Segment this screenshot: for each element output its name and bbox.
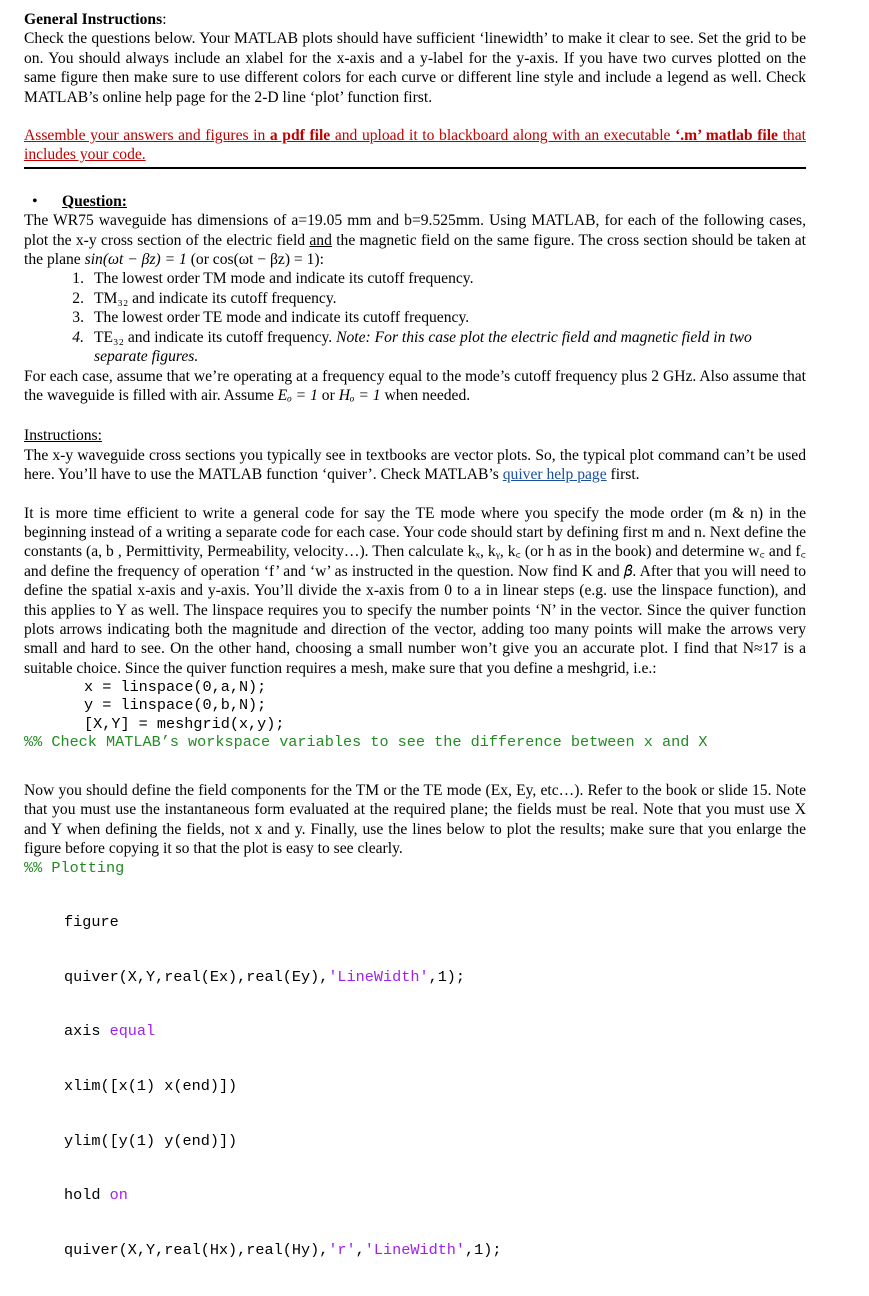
code-line: hold on <box>64 1186 128 1205</box>
code-line: quiver(X,Y,real(Hx),real(Hy),'r','LineWidth',1); <box>64 1240 502 1259</box>
question-intro: The WR75 waveguide has dimensions of a=19.05 mm and b=9.525mm. Using MATLAB, for each of the following cases, plot the x-y cross section of the electric field and the magnetic field on the same figure. The cross section should be taken at the plane sin(ωt − βz) = 1 (or cos(ωt − βz) = 1): <box>24 212 807 269</box>
question-heading <box>24 192 806 211</box>
bullet-icon: • <box>32 192 38 210</box>
general-paragraph: Check the questions below. Your MATLAB plots should have sufficient ‘linewidth’ to make it clear to see. Set the grid to be on. You should always include an xlabel for the x-axis and a y-label for the y-axis. If you have two curves plotted on the same figure then make sure to use different colors for each curve or different line style and include a legend as well. Check MATLAB’s online help page for the 2-D line ‘plot’ function first. <box>24 30 806 106</box>
plane-equation: sin(ωt − βz) = 1 <box>84 251 187 269</box>
general-instructions-section <box>24 10 806 169</box>
code-line: xlim([x(1) x(end)]) <box>64 1077 238 1096</box>
assemble-mfile: ‘.m’ matlab file <box>675 127 778 145</box>
assemble-text-2: and upload it to blackboard along with an executable <box>330 127 676 145</box>
general-heading: General Instructions <box>24 11 163 28</box>
code-line: figure <box>64 913 119 932</box>
general-heading-colon: : <box>162 11 167 28</box>
assemble-note <box>24 126 806 165</box>
instructions-paragraph-2: It is more time efficient to write a general code for say the TE mode where you specify the mode order (m & n) in the beginning instead of a writing a separate code for each case. Your code should start by defining first m and n. Next define the constants (a, b , Permittivity, Permeability, velocity…). Then calculate kₓ, kᵧ, k꜀ (or h as in the book) and determine w꜀ and f꜀ and define the frequency of operation ‘f’ and ‘w’ as instructed in the question. Now find K and 𝛽. After that you will need to define the spatial x-axis and y-axis. You’ll divide the x-axis from 0 to a in linear steps (e.g. use the linspace function), and this applies to Y as well. The linspace requires you to specify the number points ‘N’ in the vector. Since the quiver function plots arrows indicating both the magnitude and direction of the vector, adding too many points will make the arrows very small and hard to see. On the other hand, choosing a small number won’t give you an accurate plot. I find that N≈17 is a suitable choice. Since the quiver function requires a mesh, make sure that you define a meshgrid, i.e.: <box>24 504 806 677</box>
code-block-plot <box>64 877 806 1296</box>
assemble-pdf: a pdf file <box>269 127 331 145</box>
instructions-paragraph-1: The x-y waveguide cross sections you typically see in textbooks are vector plots. So, the typical plot command can’t be used here. You’ll have to use the MATLAB function ‘quiver’. Check MATLAB’s quiver help page first. <box>24 446 806 484</box>
code-line: x = linspace(0,a,N); <box>84 678 267 697</box>
question-after: For each case, assume that we’re operating at a frequency equal to the mode’s cutoff frequency plus 2 GHz. Also assume that the waveguide is filled with air. Assume Eₒ = 1 or Hₒ = 1 when needed. <box>24 367 806 404</box>
code-line: quiver(X,Y,real(Ex),real(Ey),'LineWidth',1); <box>64 967 466 986</box>
assemble-text-3: that includes your code. <box>24 127 806 164</box>
code-line: y = linspace(0,b,N); <box>84 696 267 715</box>
code-line: [X,Y] = meshgrid(x,y); <box>84 714 285 733</box>
instructions-title: Instructions: <box>24 427 102 445</box>
quiver-help-link[interactable]: quiver help page <box>502 466 607 484</box>
list-item: 1. The lowest order TM mode and indicate its cutoff frequency. <box>72 270 474 288</box>
code-comment: %% Check MATLAB’s workspace variables to see the difference between x and X <box>24 732 708 751</box>
list-item: 3. The lowest order TE mode and indicate its cutoff frequency. <box>72 309 470 327</box>
code-block-linspace <box>84 678 806 733</box>
instructions-paragraph-3: Now you should define the field components for the TM or the TE mode (Ex, Ey, etc…). Refer to the book or slide 15. Note that you must use the instantaneous form evaluated at the required plane; the fields must be real. Note that you must use X and Y when defining the fields, not x and y. Finally, use the lines below to plot the results; make sure that you enlarge the figure before copying it so that the plot is easy to see clearly. <box>24 782 806 858</box>
code-line: ylim([y(1) y(end)]) <box>64 1131 238 1150</box>
section-divider <box>24 167 806 169</box>
question-list <box>24 269 806 366</box>
assemble-text-1: Assemble your answers and figures in <box>24 127 270 145</box>
code-line: axis equal <box>64 1022 156 1041</box>
list-item: 4. TE₃₂ and indicate its cutoff frequency. Note: For this case plot the electric field and magnetic field in two separate figures. <box>72 328 752 366</box>
question-title: Question: <box>62 192 127 210</box>
plot-comment: %% Plotting <box>24 858 125 877</box>
document-page <box>24 10 806 1296</box>
list-item: 2. TM₃₂ and indicate its cutoff frequency. <box>72 289 337 307</box>
